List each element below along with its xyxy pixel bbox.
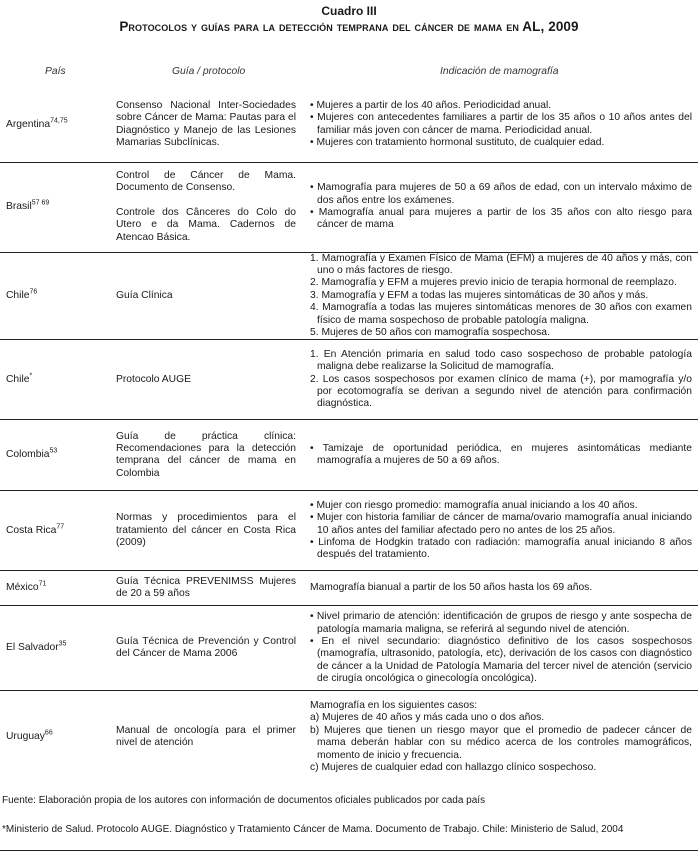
country-cell [0, 606, 116, 691]
indication-cell [310, 88, 698, 162]
table-row [0, 88, 698, 162]
guide-cell [116, 88, 310, 162]
indication-item: • Mujeres con tratamiento hormonal sustituto, de cualquier edad. [310, 137, 692, 149]
indication-item: • Mujeres con antecedentes familiares a partir de los 35 años o 10 años antes del familiar más joven con cáncer de mama. Periodicidad anual. [310, 112, 692, 137]
country-name: Chile [6, 289, 30, 301]
guide-title: Controle dos Cânceres do Colo do Utero e da Mama. Cadernos de Atencao Básica. [116, 206, 296, 243]
table-row [0, 606, 698, 691]
indication-item: Mamografía bianual a partir de los 50 años hasta los 69 años. [310, 582, 593, 594]
country-name: Argentina [6, 118, 51, 130]
reference-superscript: 57 69 [31, 199, 50, 207]
guide-title: Manual de oncología para el primer nivel de atención [116, 724, 296, 749]
indication-cell [310, 252, 698, 340]
indication-cell [310, 491, 698, 571]
indication-item: • Mujer con historia familiar de cáncer de mama/ovario mamografía anual iniciando 10 años antes del familiar afectado pero no antes de los 25 años. [310, 512, 692, 537]
bottom-rule [0, 850, 698, 851]
country-cell [0, 691, 116, 783]
country-cell [0, 252, 116, 340]
guide-title: Guía Técnica PREVENIMSS Mujeres de 20 a 59 años [116, 575, 296, 600]
indication-cell [310, 691, 698, 783]
guide-title: Control de Cáncer de Mama. Documento de Consenso. [116, 169, 296, 194]
country-cell [0, 491, 116, 571]
reference-superscript: 77 [56, 523, 65, 531]
indication-item: • Mujeres a partir de los 40 años. Periodicidad anual. [310, 100, 692, 112]
indication-item: 2. Los casos sospechosos por examen clínico de mama (+), por mamografía y/o por ecotomografía se derivan a segundo nivel de atención para confirmación diagnóstica. [310, 373, 692, 410]
indication-item: 1. En Atención primaria en salud todo caso sospechoso de probable patología maligna debe realizarse la Solicitud de mamografía. [310, 348, 692, 373]
indication-item: • Linfoma de Hodgkin tratado con radiación: mamografía anual iniciando 8 años después del tratamiento. [310, 537, 692, 562]
guide-title: Guía de práctica clínica: Recomendaciones para la detección temprana del cáncer de mama en Colombia [116, 430, 296, 479]
indication-item: c) Mujeres de cualquier edad con hallazgo clínico sospechoso. [310, 761, 597, 773]
indication-item: b) Mujeres que tienen un riesgo mayor que el promedio de padecer cáncer de mama deberán hablar con su médico acerca de los controles mamográficos, momento de inicio y frecuencia. [310, 724, 692, 761]
indication-item: • En el nivel secundario: diagnóstico definitivo de los casos sospechosos (mamografía, ultrasonido, patología, etc), derivación de los casos con diagnóstico de cáncer a la Unidad de Patología Mamaria del tercer nivel de atención (servicio de cirugía oncológica o ginecología oncológica). [310, 636, 692, 686]
reference-superscript: 71 [38, 580, 47, 588]
table-label: Cuadro III [321, 4, 377, 18]
reference-superscript: 53 [49, 447, 58, 455]
indication-item: • Mamografía anual para mujeres a partir de los 35 años con alto riesgo para cáncer de mama [310, 207, 692, 232]
footnote-source: Fuente: Elaboración propia de los autores con información de documentos oficiales publicados por cada país [2, 795, 486, 806]
country-cell [0, 571, 116, 606]
indication-item: a) Mujeres de 40 años y más cada uno o dos años. [310, 712, 545, 724]
indication-item: Mamografía en los siguientes casos: [310, 699, 478, 711]
guide-cell [116, 162, 310, 252]
guide-title: Protocolo AUGE [116, 373, 191, 385]
guide-title: Guía Técnica de Prevención y Control del Cáncer de Mama 2006 [116, 635, 296, 660]
country-name: México [6, 582, 39, 594]
guide-cell [116, 691, 310, 783]
indication-item: 2. Mamografía y EFM a mujeres previo inicio de terapia hormonal de reemplazo. [310, 277, 677, 289]
header-country: País [45, 66, 66, 77]
country-name: Chile [6, 373, 30, 385]
country-cell [0, 420, 116, 491]
indication-item: 5. Mujeres de 50 años con mamografía sospechosa. [310, 326, 550, 338]
table-title: Protocolos y guías para la detección temprana del cáncer de mama en AL, 2009 [119, 19, 579, 34]
reference-superscript: 35 [58, 640, 67, 648]
table-row [0, 162, 698, 252]
footnote-note: *Ministerio de Salud. Protocolo AUGE. Diagnóstico y Tratamiento Cáncer de Mama. Documento de Trabajo. Chile: Ministerio de Salud, 2004 [2, 824, 624, 835]
country-name: El Salvador [6, 642, 59, 654]
reference-superscript: 66 [44, 729, 53, 737]
reference-superscript: 74,75 [50, 117, 68, 125]
reference-superscript: * [29, 372, 33, 380]
table-row [0, 691, 698, 783]
guide-title: Normas y procedimientos para el tratamiento del cáncer en Costa Rica (2009) [116, 512, 296, 549]
indication-item: 1. Mamografía y Examen Físico de Mama (EFM) a mujeres de 40 años y más, con uno o más factores de riesgo. [310, 252, 692, 276]
table-row [0, 420, 698, 491]
table-row [0, 491, 698, 571]
guide-cell [116, 606, 310, 691]
indication-cell [310, 571, 698, 606]
country-name: Uruguay [6, 730, 45, 742]
indication-item: • Mamografía para mujeres de 50 a 69 años de edad, con un intervalo máximo de dos años entre los exámenes. [310, 182, 692, 207]
guide-cell [116, 491, 310, 571]
protocols-table [0, 88, 698, 783]
guide-cell [116, 340, 310, 420]
header-indication: Indicación de mamografía [440, 66, 559, 77]
country-cell [0, 162, 116, 252]
country-name: Costa Rica [6, 524, 57, 536]
table-row [0, 571, 698, 606]
guide-cell [116, 571, 310, 606]
indication-item: • Mujer con riesgo promedio: mamografía anual iniciando a los 40 años. [310, 500, 692, 512]
guide-title: Guía Clínica [116, 289, 173, 301]
country-cell [0, 340, 116, 420]
header-guide: Guía / protocolo [172, 66, 246, 77]
indication-cell [310, 420, 698, 491]
indication-item: • Tamizaje de oportunidad periódica, en mujeres asintomáticas mediante mamografía a mujeres de 50 a 69 años. [310, 443, 692, 468]
indication-cell [310, 340, 698, 420]
indication-item: • Nivel primario de atención: identificación de grupos de riesgo y ante sospecha de patología mamaria maligna, se referirá al segundo nivel de atención. [310, 611, 692, 636]
guide-title: Consenso Nacional Inter-Sociedades sobre Cáncer de Mama: Pautas para el Diagnóstico y Manejo de las Lesiones Mamarias Subclínicas. [116, 99, 296, 149]
country-name: Brasil [6, 200, 32, 212]
indication-item: 3. Mamografía y EFM a todas las mujeres sintomáticas de 30 años y más. [310, 289, 649, 301]
reference-superscript: 76 [29, 288, 38, 296]
indication-item: 4. Mamografía a todas las mujeres sintomáticas menores de 30 años con examen físico de mama sospechoso de probable patología maligna. [310, 302, 692, 326]
table-row [0, 252, 698, 340]
guide-cell [116, 420, 310, 491]
guide-cell [116, 252, 310, 340]
indication-cell [310, 606, 698, 691]
table-row [0, 340, 698, 420]
country-name: Colombia [6, 449, 50, 461]
country-cell [0, 88, 116, 162]
indication-cell [310, 162, 698, 252]
